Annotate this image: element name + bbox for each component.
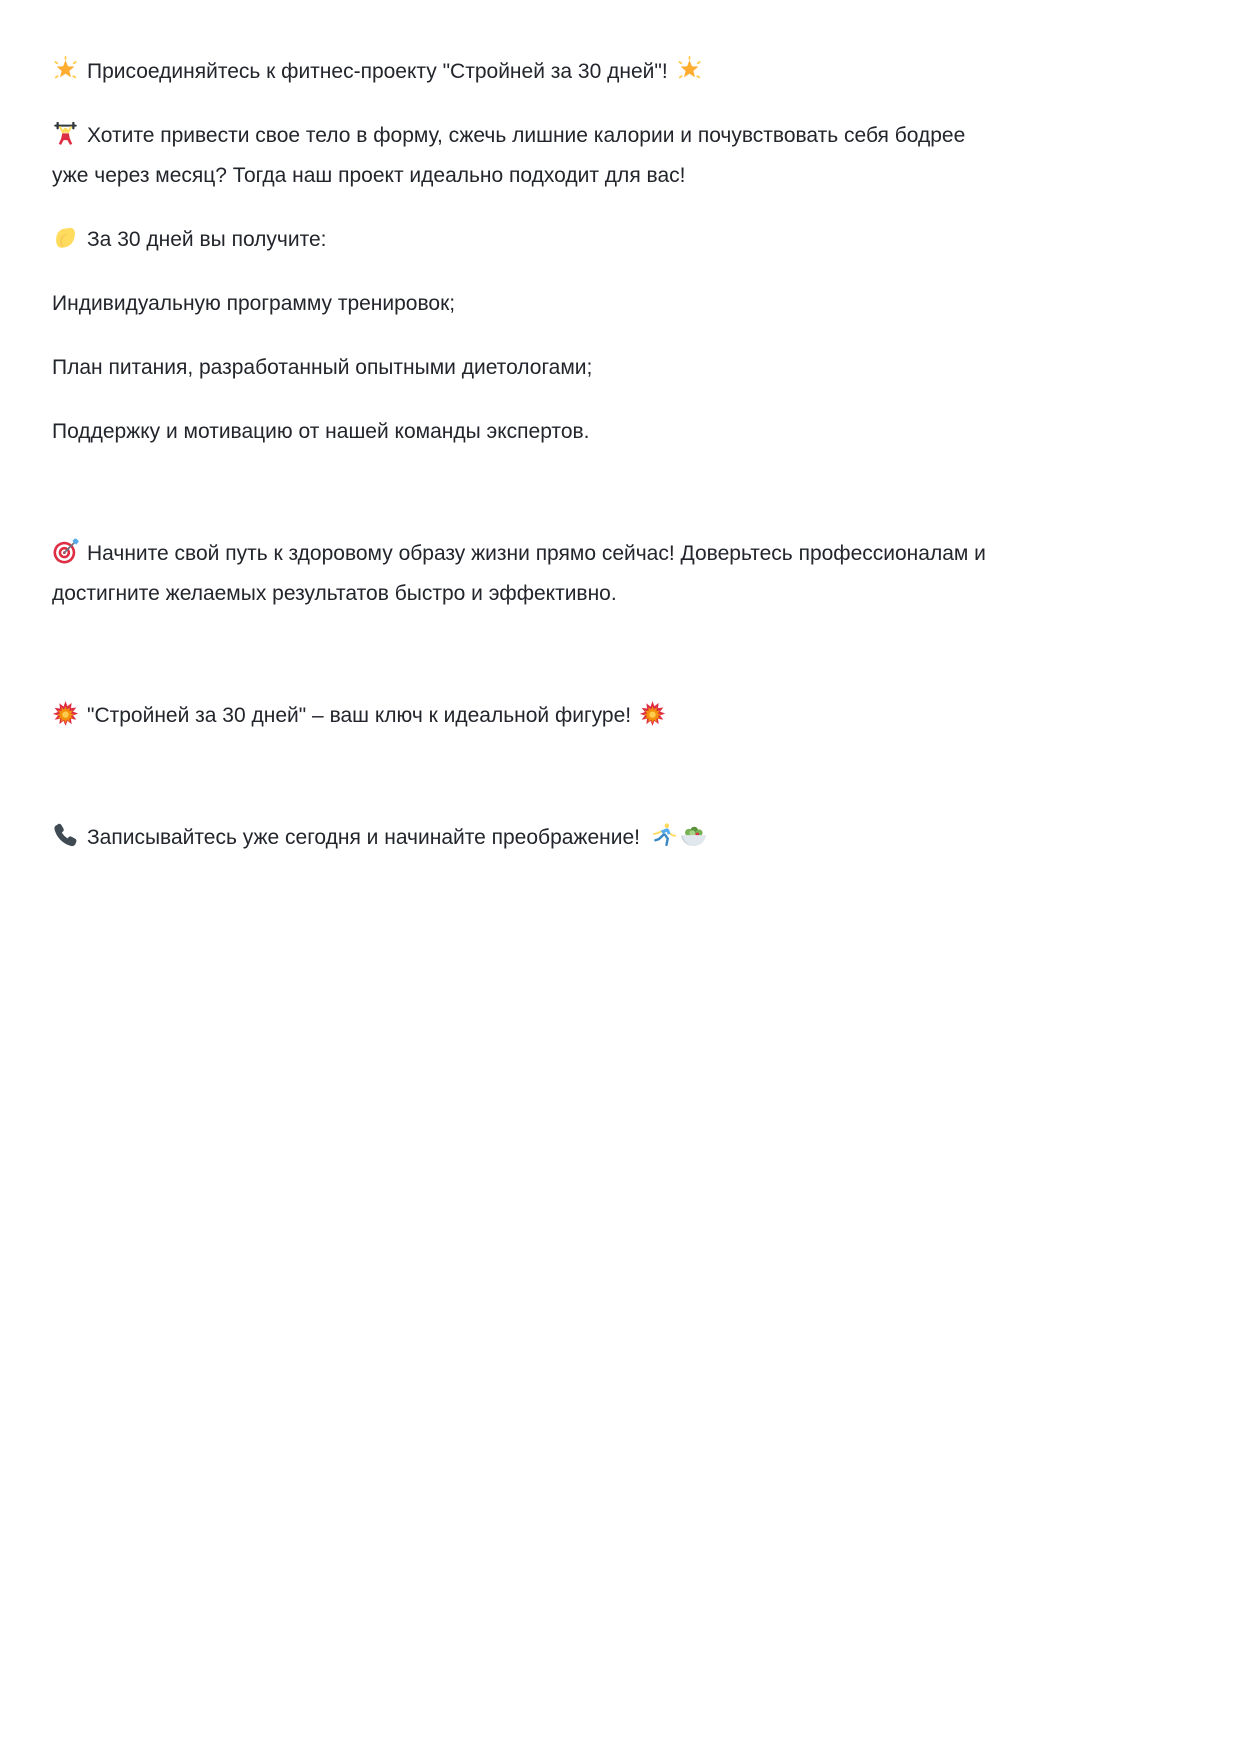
flexed-biceps-icon: [52, 224, 79, 251]
post-content: [52, 52, 1004, 858]
green-salad-icon: [680, 822, 707, 849]
benefits-heading-text: За 30 дней вы получите:: [87, 228, 327, 251]
slogan: [52, 696, 1004, 736]
post-intro: [52, 116, 1004, 196]
runner-icon: [650, 822, 677, 849]
benefit-item: План питания, разработанный опытными диетологами;: [52, 356, 593, 379]
benefit-item: Поддержку и мотивацию от нашей команды экспертов.: [52, 420, 590, 443]
blank-line: [52, 760, 1004, 794]
glowing-star-icon: [676, 56, 703, 83]
cta-primary: [52, 534, 1004, 614]
direct-hit-icon: [52, 538, 79, 565]
post-title: [52, 52, 1004, 92]
cta-primary-text: Начните свой путь к здоровому образу жизни прямо сейчас! Доверьтесь профессионалам и достигните желаемых результатов быстро и эффективно.: [52, 542, 986, 605]
weight-lifter-icon: [52, 120, 79, 147]
post-intro-text: Хотите привести свое тело в форму, сжечь лишние калории и почувствовать себя бодрее уже через месяц? Тогда наш проект идеально подходит для вас!: [52, 124, 966, 187]
cta-signup: [52, 818, 1004, 858]
collision-icon: [52, 700, 79, 727]
blank-line: [52, 476, 1004, 510]
blank-line: [52, 638, 1004, 672]
cta-signup-text: Записывайтесь уже сегодня и начинайте преображение!: [87, 826, 640, 849]
benefits-heading: [52, 220, 1004, 260]
benefit-item: Индивидуальную программу тренировок;: [52, 292, 456, 315]
glowing-star-icon: [52, 56, 79, 83]
telephone-receiver-icon: [52, 822, 79, 849]
collision-icon: [639, 700, 666, 727]
post-title-text: Присоединяйтесь к фитнес-проекту "Стройней за 30 дней"!: [87, 60, 668, 83]
slogan-text: "Стройней за 30 дней" – ваш ключ к идеальной фигуре!: [87, 704, 632, 727]
